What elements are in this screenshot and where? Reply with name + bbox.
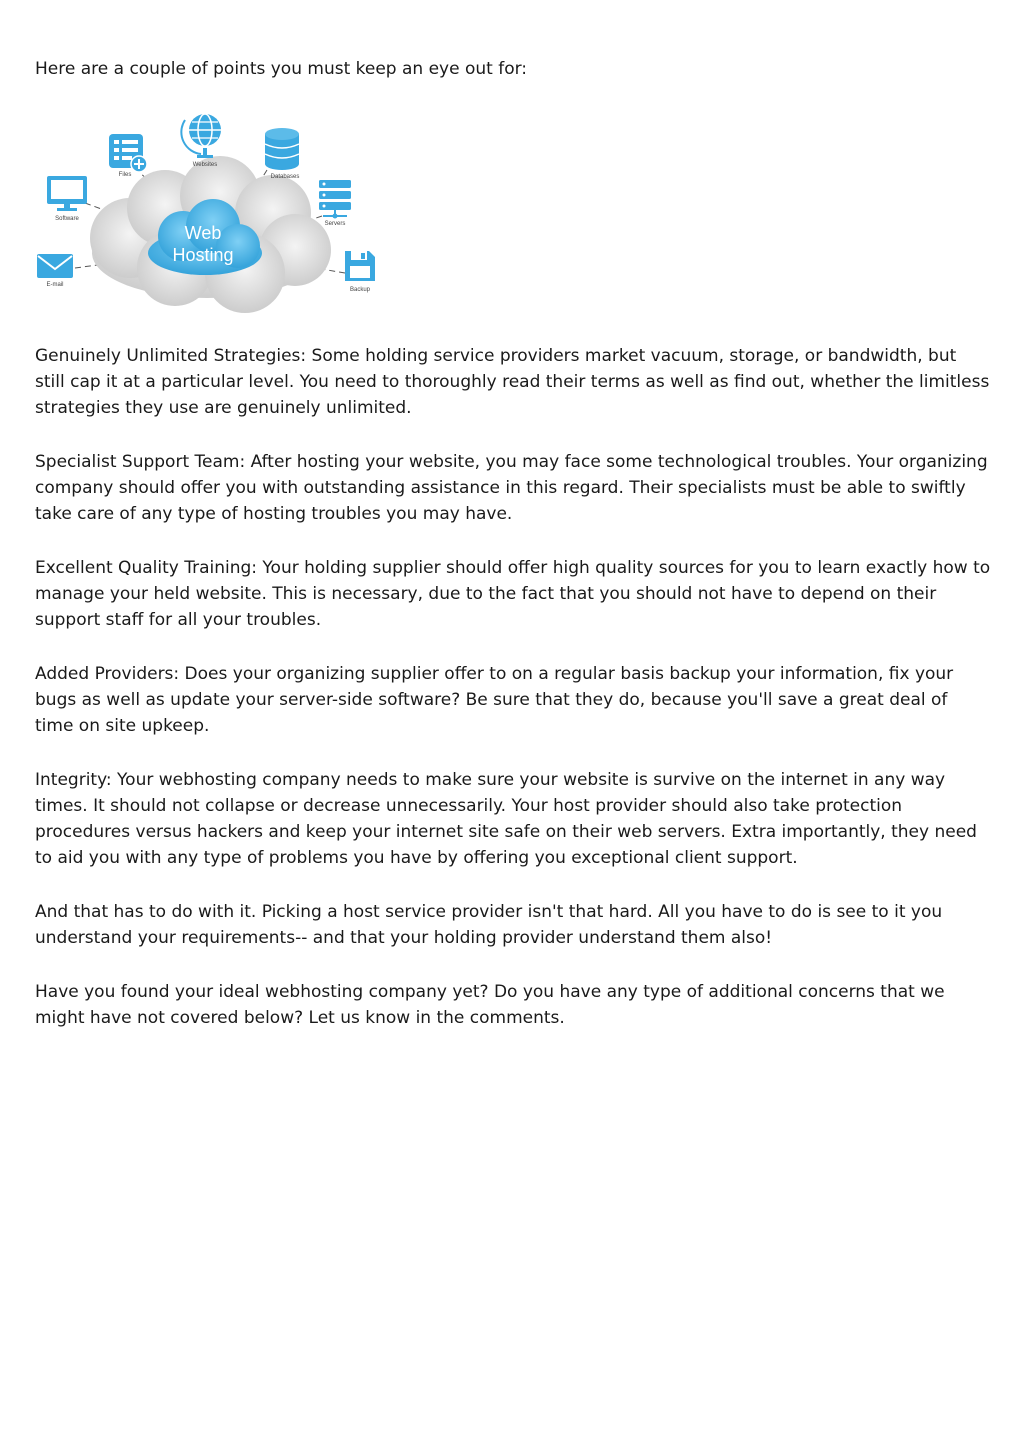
paragraph-quality-training: Excellent Quality Training: Your holding supplier should offer high quality sources for you to learn exactly how to manage your held website. This is necessary, due to the fact that you should not have to depend on their support staff for all your troubles. [35, 558, 991, 630]
websites-label: Websites [192, 162, 218, 168]
paragraph-conclusion: And that has to do with it. Picking a host service provider isn't that hard. All you have to do is see to it you understand your requirements-- and that your holding provider understand them also! [35, 902, 943, 948]
center-label-web: Web [184, 223, 222, 243]
software-label: Software [55, 216, 79, 222]
databases-label: Databases [270, 174, 300, 180]
paragraph-integrity: Integrity: Your webhosting company needs to make sure your website is survive on the internet in any way times. It should not collapse or decrease unnecessarily. Your host provider should also take protection procedures versus hackers and keep your internet site safe on their web servers. Extra importantly, they need to aid you with any type of problems you have by offering you exceptional client support. [35, 770, 977, 868]
servers-label: Servers [324, 221, 346, 227]
paragraph-added-providers: Added Providers: Does your organizing supplier offer to on a regular basis backup your information, fix your bugs as well as update your server-side software? Be sure that they do, because you'll save a great deal of time on site upkeep. [35, 664, 954, 736]
paragraph-support-team: Specialist Support Team: After hosting your website, you may face some technological troubles. Your organizing company should offer you with outstanding assistance in this regard. Their specialists must be able to swiftly take care of any type of hosting troubles you may have. [35, 452, 988, 524]
center-label-hosting: Hosting [172, 245, 234, 265]
files-label: Files [118, 172, 132, 178]
database-icon [265, 128, 299, 170]
envelope-icon [37, 254, 73, 278]
files-icon [109, 134, 147, 172]
web-hosting-diagram [35, 108, 380, 313]
backup-label: Backup [349, 287, 371, 293]
paragraph-unlimited-strategies: Genuinely Unlimited Strategies: Some holding service providers market vacuum, storage, or bandwidth, but still cap it at a particular level. You need to thoroughly read their terms as well as find out, whether the limitless strategies they use are genuinely unlimited. [35, 346, 990, 418]
monitor-icon [47, 176, 87, 211]
paragraph-question: Have you found your ideal webhosting company yet? Do you have any type of additional concerns that we might have not covered below? Let us know in the comments. [35, 982, 945, 1028]
article-body [35, 343, 991, 1059]
globe-icon [181, 114, 221, 158]
floppy-disk-icon [345, 251, 375, 281]
server-icon [319, 180, 351, 219]
email-label: E-mail [46, 282, 64, 288]
intro-text: Here are a couple of points you must keep an eye out for: [35, 59, 528, 79]
